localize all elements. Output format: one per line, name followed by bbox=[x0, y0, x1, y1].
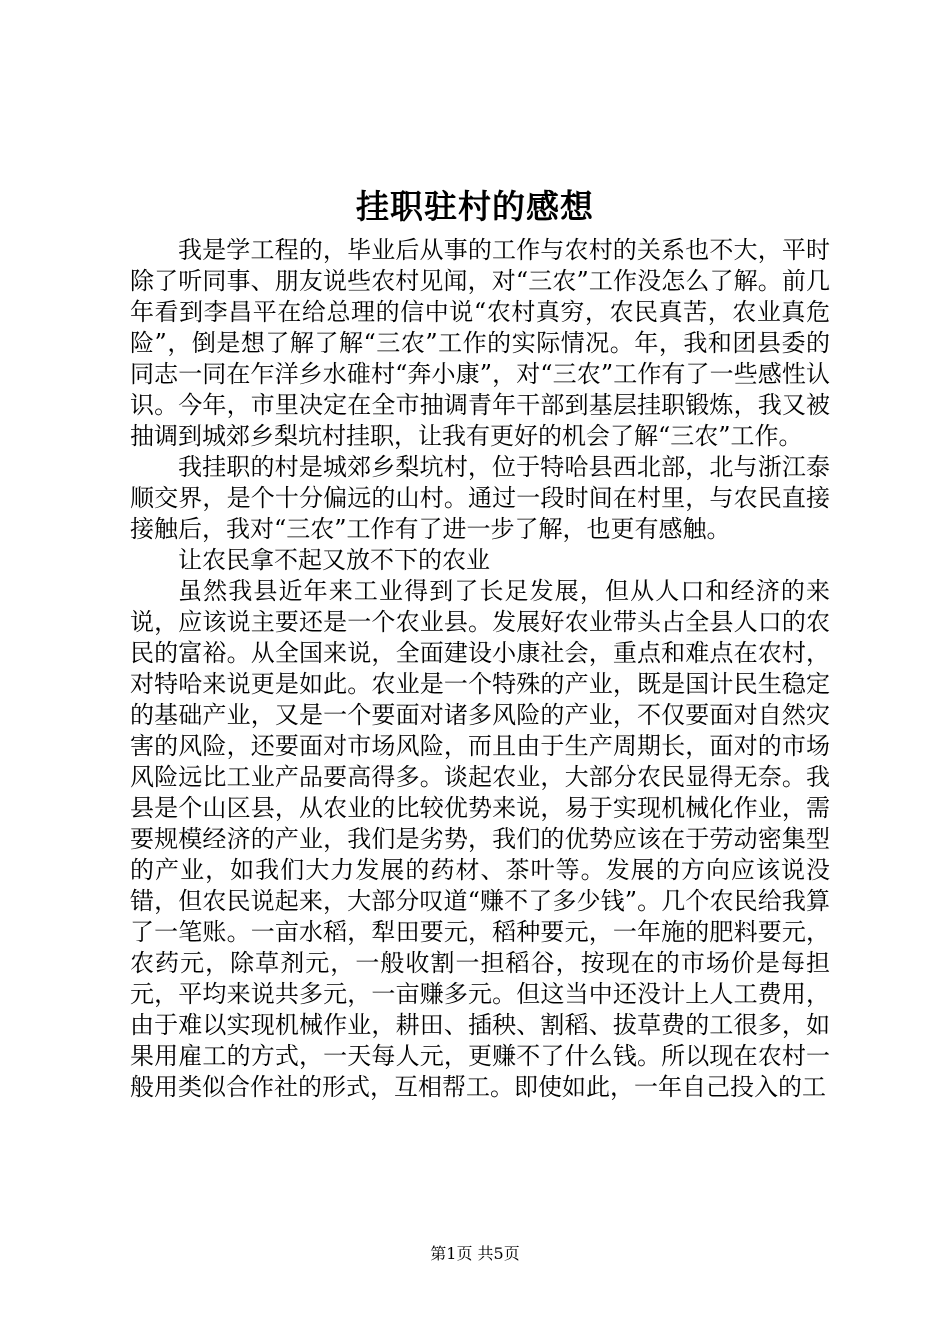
page-footer: 第1页 共5页 bbox=[430, 1244, 520, 1263]
paragraph-intro: 我是学工程的，毕业后从事的工作与农村的关系也不大，平时除了听同事、朋友说些农村见闻，对“三农”工作没怎么了解。前几年看到李昌平在给总理的信中说“农村真穷，农民真苦，农业真危险”，倒是想了解了解“三农”工作的实际情况。年，我和团县委的同志一同在乍洋乡水碓村“奔小康”，对“三农”工作有了一些感性认识。今年，市里决定在全市抽调青年干部到基层挂职锻炼，我又被抽调到城郊乡梨坑村挂职，让我有更好的机会了解“三农”工作。 bbox=[130, 236, 830, 450]
paragraph-village: 我挂职的村是城郊乡梨坑村，位于特哈县西北部，北与浙江泰顺交界，是个十分偏远的山村。通过一段时间在村里，与农民直接接触后，我对“三农”工作有了进一步了解，也更有感触。 bbox=[130, 453, 830, 543]
document-body bbox=[130, 235, 830, 1103]
document-title: 挂职驻村的感想 bbox=[356, 187, 594, 226]
paragraph-agriculture: 虽然我县近年来工业得到了长足发展，但从人口和经济的来说，应该说主要还是一个农业县。发展好农业带头占全县人口的农民的富裕。从全国来说，全面建设小康社会，重点和难点在农村，对特哈来说更是如此。农业是一个特殊的产业，既是国计民生稳定的基础产业，又是一个要面对诸多风险的产业，不仅要面对自然灾害的风险，还要面对市场风险，而且由于生产周期长，面对的市场风险远比工业产品要高得多。谈起农业，大部分农民显得无奈。我县是个山区县，从农业的比较优势来说，易于实现机械化作业，需要规模经济的产业，我们是劣势，我们的优势应该在于劳动密集型的产业，如我们大力发展的药材、茶叶等。发展的方向应该说没错，但农民说起来，大部分叹道“赚不了多少钱”。几个农民给我算了一笔账。一亩水稻，犁田要元，稻种要元，一年施的肥料要元，农药元，除草剂元，一般收割一担稻谷，按现在的市场价是每担元，平均来说共多元，一亩赚多元。但这当中还没计上人工费用，由于难以实现机械作业，耕田、插秧、割稻、拔草费的工很多，如果用雇工的方式，一天每人元，更赚不了什么钱。所以现在农村一般用类似合作社的形式，互相帮工。即使如此，一年自己投入的工 bbox=[130, 577, 830, 1101]
section-heading: 让农民拿不起又放不下的农业 bbox=[178, 546, 490, 574]
